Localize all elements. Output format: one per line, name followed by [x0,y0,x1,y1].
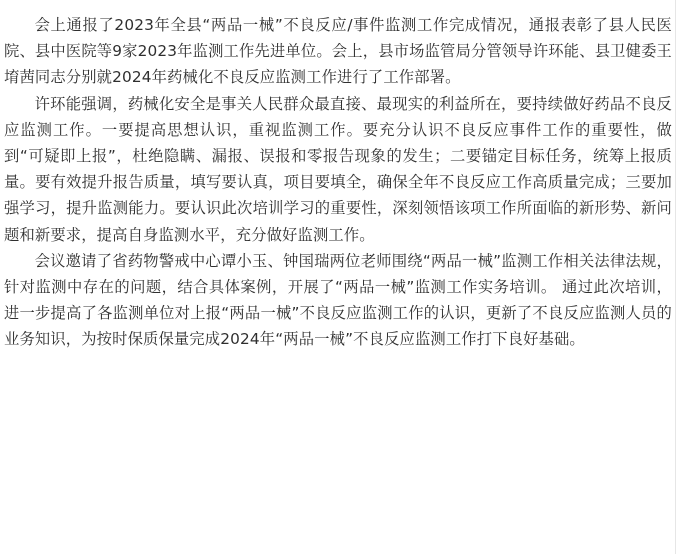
paragraph-training: 会议邀请了省药物警戒中心谭小玉、钟国瑞两位老师围绕“两品一械”监测工作相关法律法规，针对监测中存在的问题，结合具体案例，开展了“两品一械”监测工作实务培训。 通过此次培训，进一步提高了各监测单位对上报“两品一械”不良反应监测工作的认识，更新了不良反应监测人员的业务知识，为按时保质保量完成2024年“两品一械”不良反应监测工作打下良好基础。 [4,251,672,349]
paragraph-meeting-report: 会上通报了2023年全县“两品一械”不良反应/事件监测工作完成情况，通报表彰了县人民医院、县中医院等9家2023年监测工作先进单位。会上，县市场监管局分管领导许环能、县卫健委王堉茜同志分别就2024年药械化不良反应监测工作进行了工作部署。 [4,16,672,87]
paragraph-leader-speech: 许环能强调，药械化安全是事关人民群众最直接、最现实的利益所在，要持续做好药品不良反应监测工作。一要提高思想认识，重视监测工作。要充分认识不良反应事件工作的重要性，做到“可疑即上报”，杜绝隐瞒、漏报、误报和零报告现象的发生；二要锚定目标任务，统筹上报质量。要有效提升报告质量，填写要认真，项目要填全，确保全年不良反应工作高质量完成；三要加强学习，提升监测能力。要认识此次培训学习的重要性，深刻领悟该项工作所面临的新形势、新问题和新要求，提高自身监测水平，充分做好监测工作。 [4,94,672,244]
article-body [4,12,672,353]
page-edge-divider [675,0,676,554]
